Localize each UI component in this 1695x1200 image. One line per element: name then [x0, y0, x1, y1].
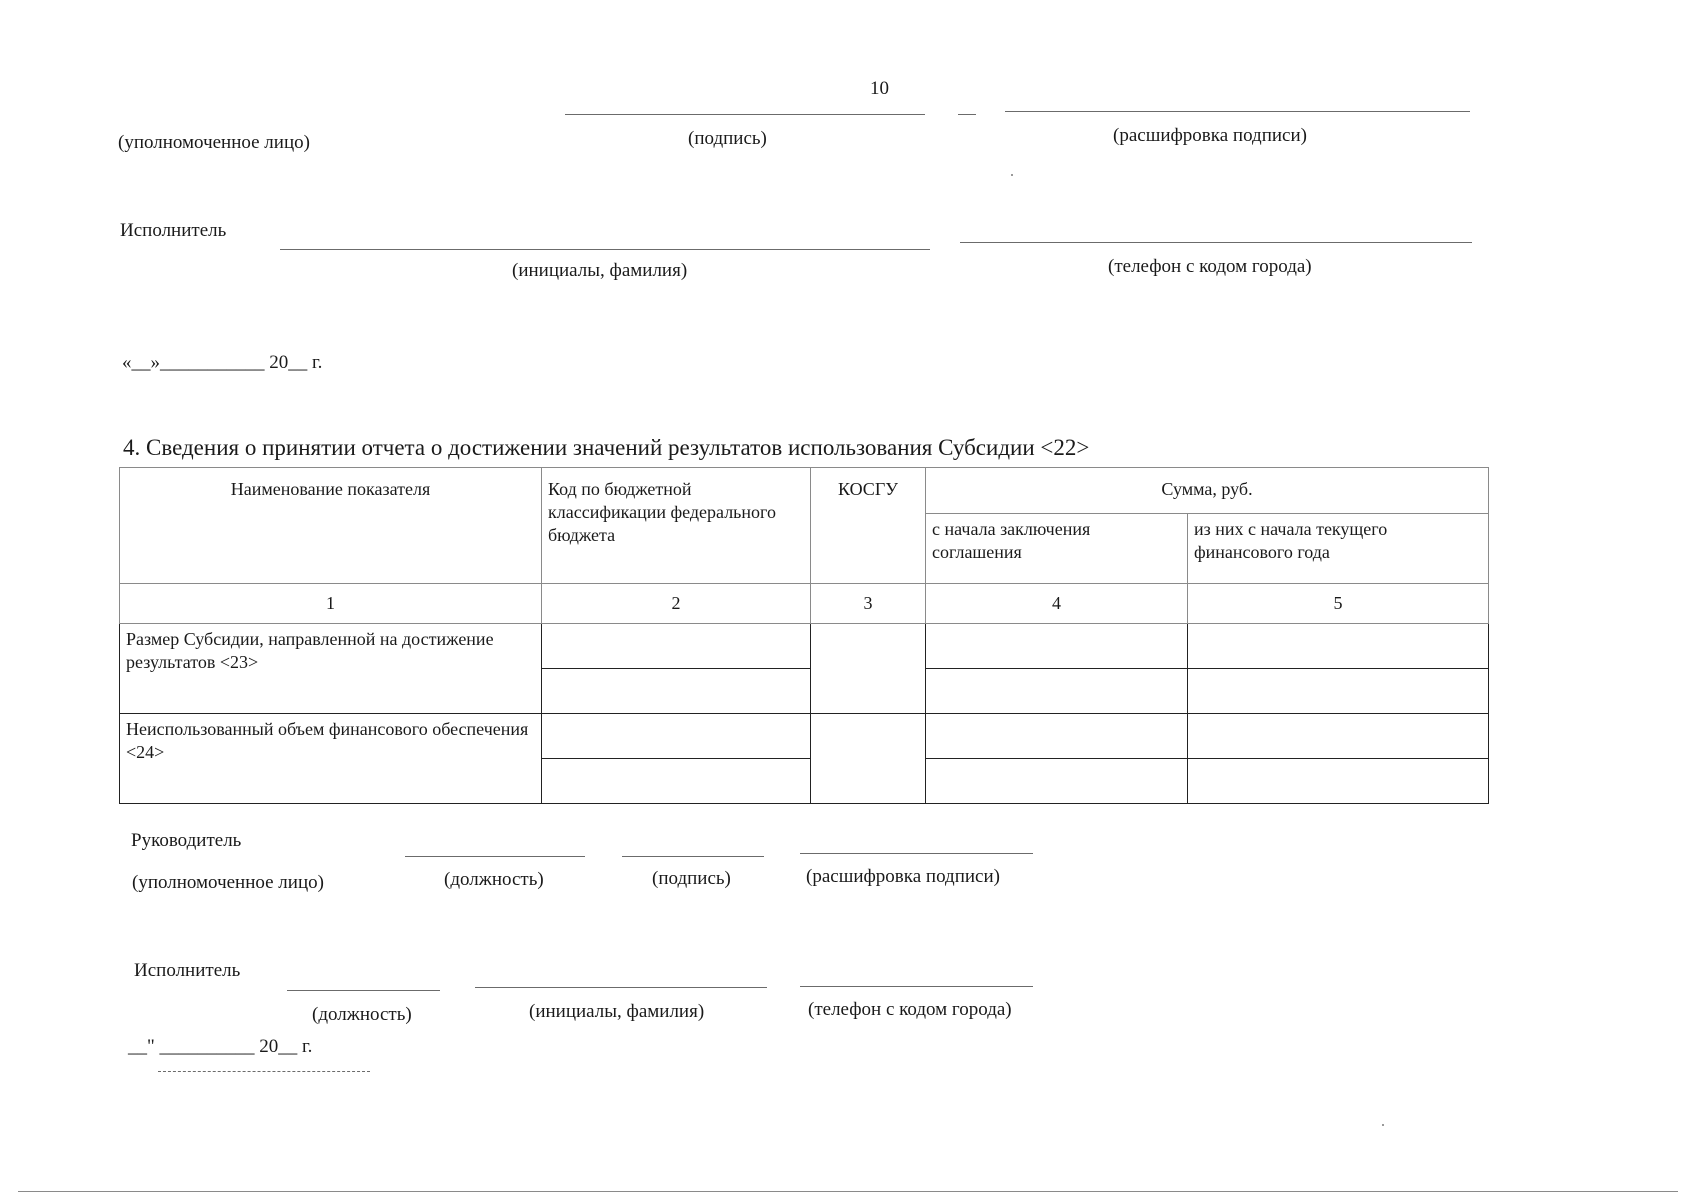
signature-decoding-caption: (расшифровка подписи): [806, 866, 1000, 887]
header-current-year: из них с начала текущего финансового года: [1188, 514, 1489, 584]
signature-caption: (подпись): [652, 868, 731, 889]
table-cell: [542, 669, 811, 714]
signature-decoding-caption: (расшифровка подписи): [1113, 125, 1307, 146]
column-number-2: 2: [542, 584, 811, 624]
signature-line: [565, 114, 925, 115]
initials-surname-caption: (инициалы, фамилия): [529, 1001, 705, 1022]
table-cell: [1188, 759, 1489, 804]
header-sum: Сумма, руб.: [926, 468, 1489, 514]
authorized-person-caption: (уполномоченное лицо): [132, 872, 324, 893]
executor-label: Исполнитель: [120, 220, 227, 241]
table-cell: [1188, 669, 1489, 714]
signature-gap-line: [958, 114, 976, 115]
scan-speck: [1011, 174, 1013, 176]
row-label-unused-volume: Неиспользованный объем финансового обеспечения <24>: [120, 714, 542, 804]
table-row: [120, 624, 1489, 669]
column-number-4: 4: [926, 584, 1188, 624]
initials-surname-caption: (инициалы, фамилия): [512, 260, 688, 281]
column-number-1: 1: [120, 584, 542, 624]
date-line: __" __________ 20__ г.: [128, 1036, 313, 1057]
phone-caption: (телефон с кодом города): [808, 999, 1012, 1020]
date-underline: [158, 1071, 370, 1072]
table-cell: [542, 714, 811, 759]
signature-decoding-line: [800, 853, 1033, 854]
table-cell: [926, 759, 1188, 804]
phone-caption: (телефон с кодом города): [1108, 256, 1312, 277]
table-cell: [811, 714, 926, 804]
report-table: [119, 467, 1489, 804]
executor-initials-line: [280, 249, 930, 250]
executor-initials-line: [475, 987, 767, 988]
column-number-5: 5: [1188, 584, 1489, 624]
table-cell: [1188, 714, 1489, 759]
position-caption: (должность): [444, 869, 544, 890]
scan-speck: [1382, 1124, 1384, 1126]
column-number-3: 3: [811, 584, 926, 624]
authorized-person-caption: (уполномоченное лицо): [118, 132, 310, 153]
head-label: Руководитель: [131, 830, 242, 851]
table-cell: [926, 624, 1188, 669]
table-cell: [811, 624, 926, 714]
position-line: [405, 856, 585, 857]
signature-caption: (подпись): [688, 128, 767, 149]
section-title: 4. Сведения о принятии отчета о достижении значений результатов использования Субсидии <22>: [123, 435, 1090, 460]
table-cell: [926, 714, 1188, 759]
table-cell: [542, 624, 811, 669]
signature-decoding-line: [1005, 111, 1470, 112]
header-from-start: с начала заключения соглашения: [926, 514, 1188, 584]
executor-label: Исполнитель: [134, 960, 241, 981]
row-label-subsidy-size: Размер Субсидии, направленной на достижение результатов <23>: [120, 624, 542, 714]
page-bottom-rule: [18, 1191, 1678, 1192]
table-cell: [542, 759, 811, 804]
header-indicator-name: Наименование показателя: [120, 468, 542, 584]
date-line: «__»___________ 20__ г.: [122, 352, 323, 373]
signature-line: [622, 856, 764, 857]
position-caption: (должность): [312, 1004, 412, 1025]
executor-phone-line: [800, 986, 1033, 987]
table-cell: [1188, 624, 1489, 669]
table-row: [120, 714, 1489, 759]
page-number: 10: [870, 78, 889, 99]
table-cell: [926, 669, 1188, 714]
executor-phone-line: [960, 242, 1472, 243]
executor-position-line: [287, 990, 440, 991]
header-kosgu: КОСГУ: [811, 468, 926, 584]
header-budget-code: Код по бюджетной классификации федерального бюджета: [542, 468, 811, 584]
